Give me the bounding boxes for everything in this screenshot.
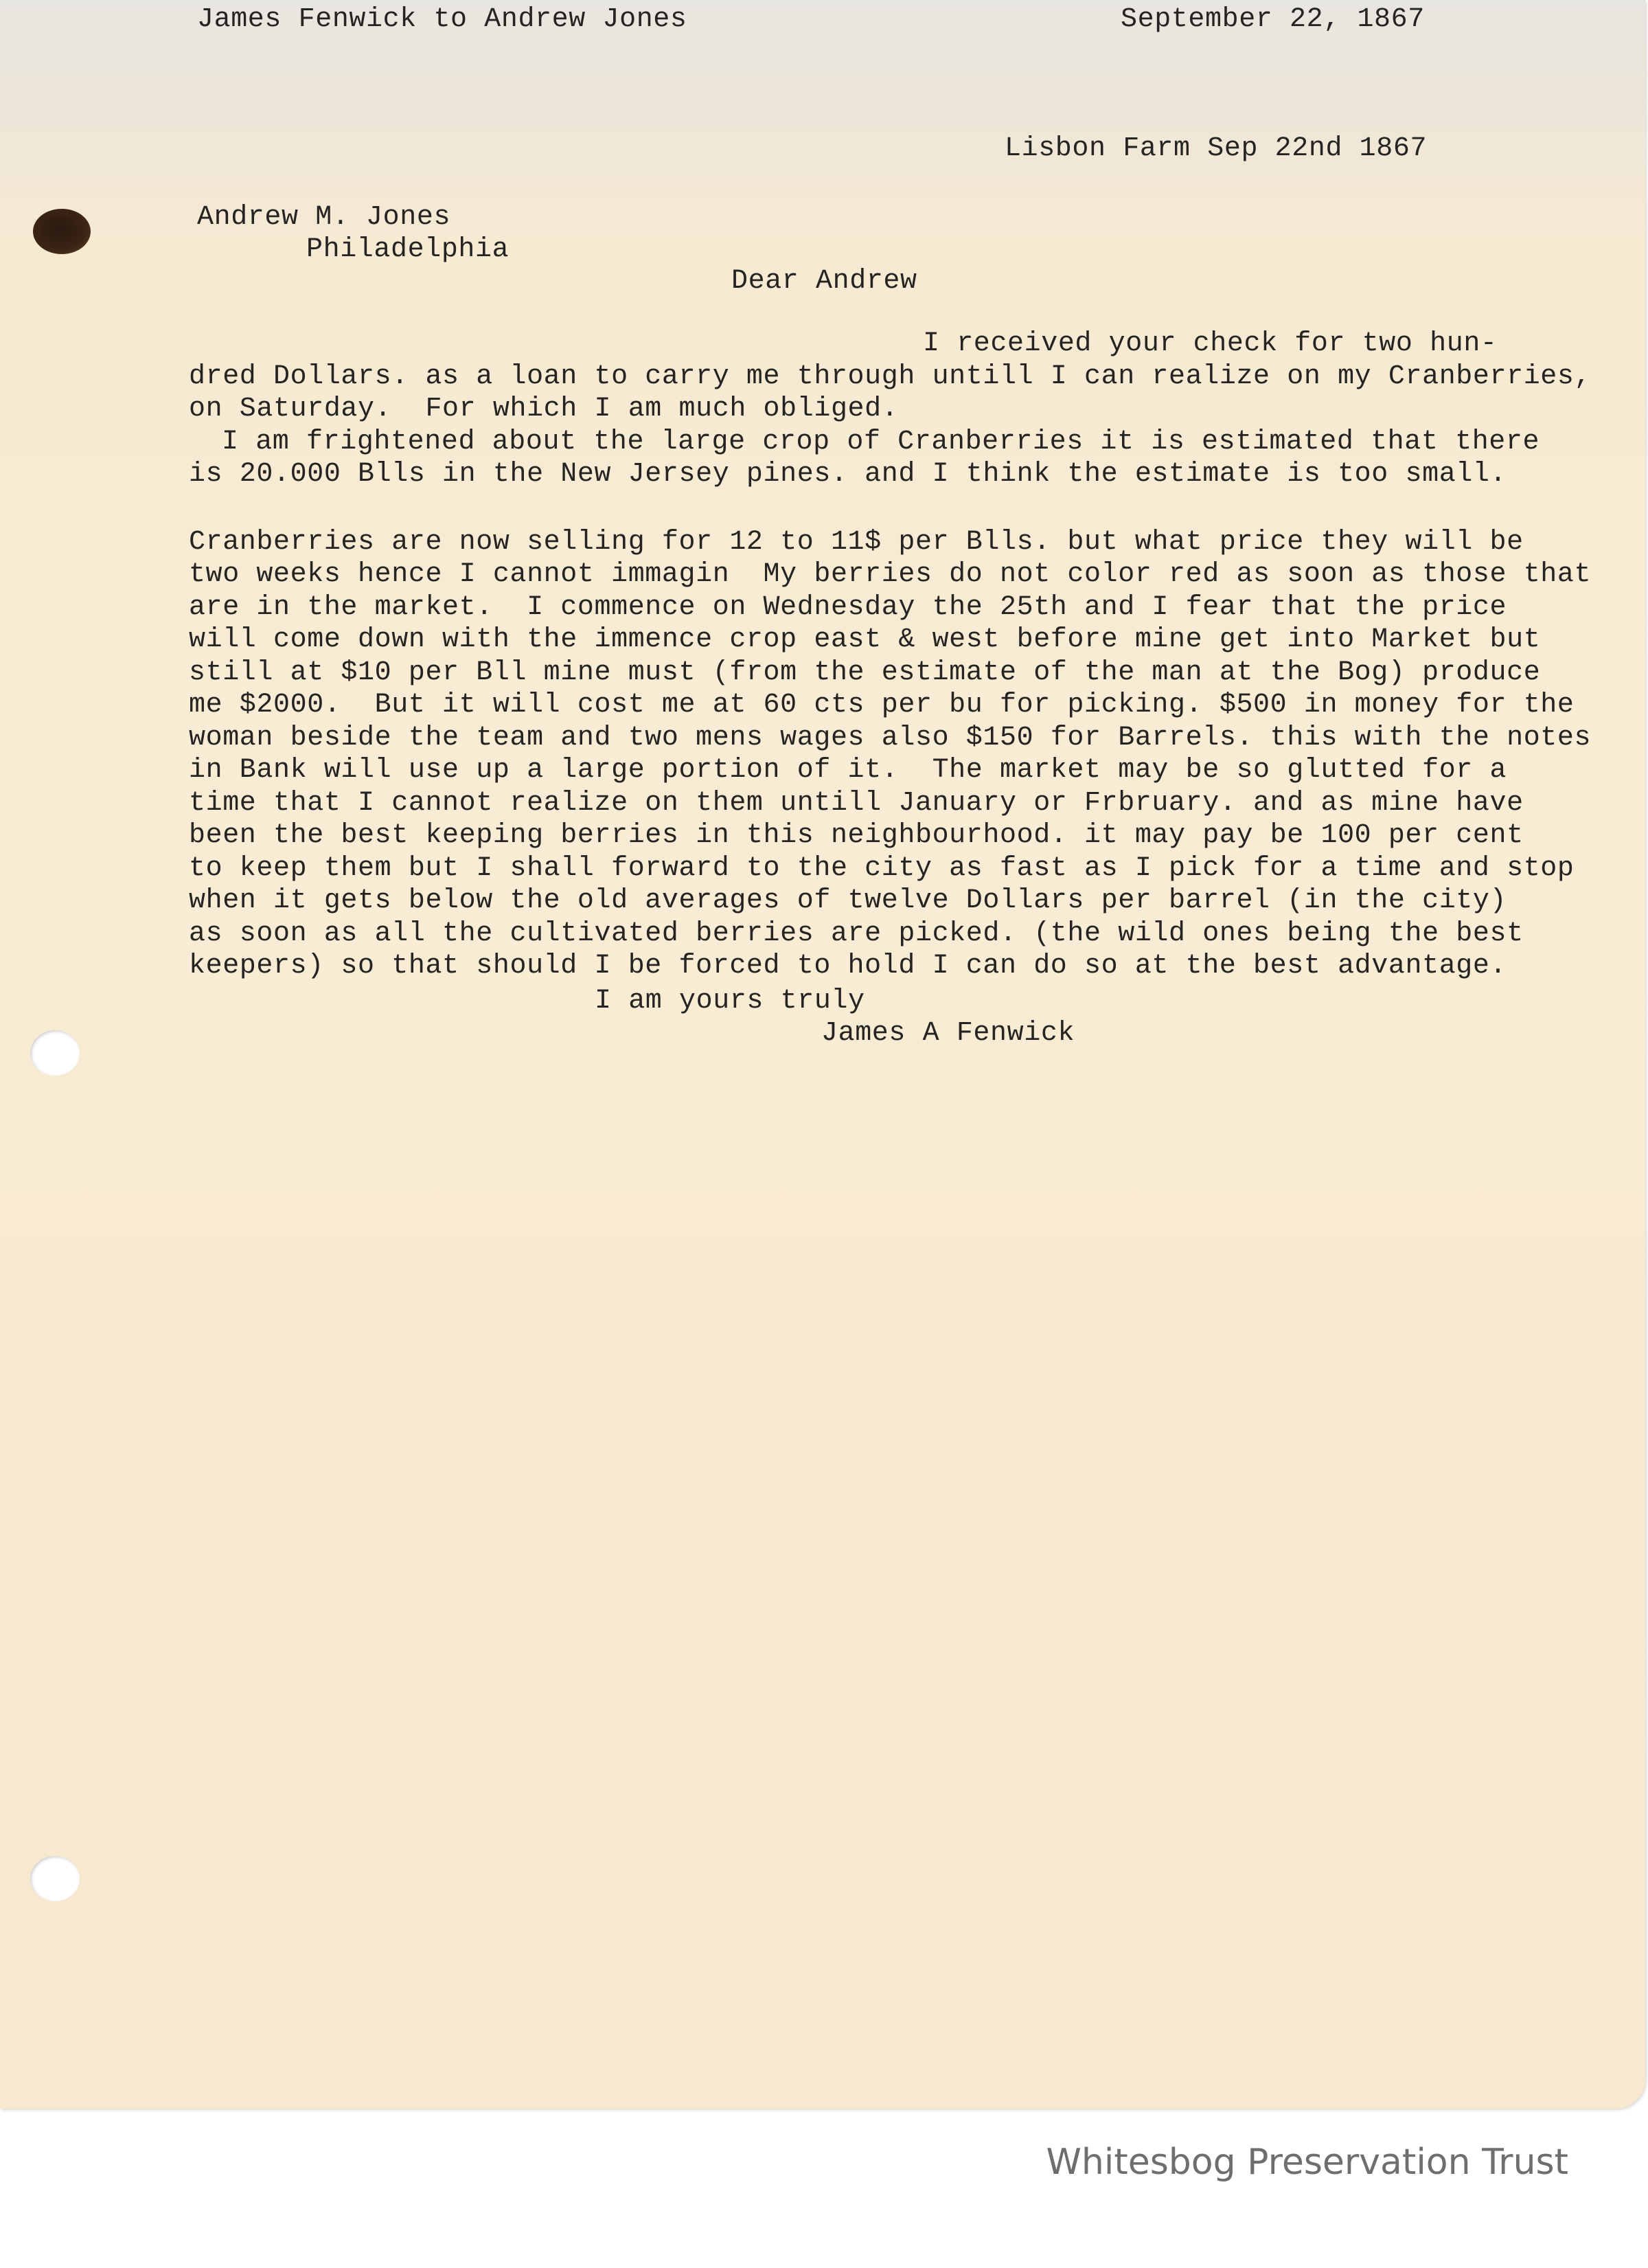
recipient-name: Andrew M. Jones	[197, 202, 451, 233]
punch-hole	[30, 1030, 80, 1076]
body-line: in Bank will use up a large portion of it. The market may be so glutted for a	[189, 755, 1507, 786]
body-line: time that I cannot realize on them untill January or Frbruary. and as mine have	[189, 788, 1524, 819]
body-line: me $2000. But it will cost me at 60 cts per bu for picking. $500 in money for the	[189, 690, 1575, 721]
body-line: as soon as all the cultivated berries are picked. (the wild ones being the best	[189, 918, 1524, 949]
body-line: on Saturday. For which I am much obliged.	[189, 394, 899, 424]
body-line: woman beside the team and two mens wages also $150 for Barrels. this with the notes	[189, 723, 1592, 753]
recipient-city: Philadelphia	[306, 234, 510, 265]
body-line: will come down with the immence crop east & west before mine get into Market but	[189, 624, 1541, 655]
body-line: been the best keeping berries in this neighbourhood. it may pay be 100 per cent	[189, 820, 1524, 851]
body-line: to keep them but I shall forward to the city as fast as I pick for a time and stop	[189, 853, 1575, 884]
body-line: are in the market. I commence on Wednesday the 25th and I fear that the price	[189, 592, 1507, 623]
signature: James A Fenwick	[821, 1018, 1075, 1049]
body-line: is 20.000 Blls in the New Jersey pines. and I think the estimate is too small.	[189, 459, 1507, 490]
body-line: I received your check for two hun-	[923, 328, 1498, 359]
punch-hole	[33, 209, 91, 254]
closing: I am yours truly	[595, 986, 865, 1017]
letter-place-date: Lisbon Farm Sep 22nd 1867	[1005, 133, 1428, 164]
body-line: Cranberries are now selling for 12 to 11$ per Blls. but what price they will be	[189, 527, 1524, 558]
punch-hole	[30, 1856, 80, 1901]
archive-date: September 22, 1867	[1121, 4, 1425, 35]
salutation: Dear Andrew	[731, 266, 917, 297]
body-line: when it gets below the old averages of twelve Dollars per barrel (in the city)	[189, 885, 1507, 916]
body-line: keepers) so that should I be forced to hold I can do so at the best advantage.	[189, 951, 1507, 982]
body-line: two weeks hence I cannot immagin My berries do not color red as soon as those that	[189, 559, 1592, 590]
body-line: still at $10 per Bll mine must (from the estimate of the man at the Bog) produce	[189, 657, 1541, 688]
body-line: dred Dollars. as a loan to carry me through untill I can realize on my Cranberries,	[189, 361, 1592, 392]
body-line: I am frightened about the large crop of Cranberries it is estimated that there	[222, 427, 1540, 457]
archive-title: James Fenwick to Andrew Jones	[197, 4, 687, 35]
archive-credit: Whitesbog Preservation Trust	[1046, 2142, 1568, 2183]
